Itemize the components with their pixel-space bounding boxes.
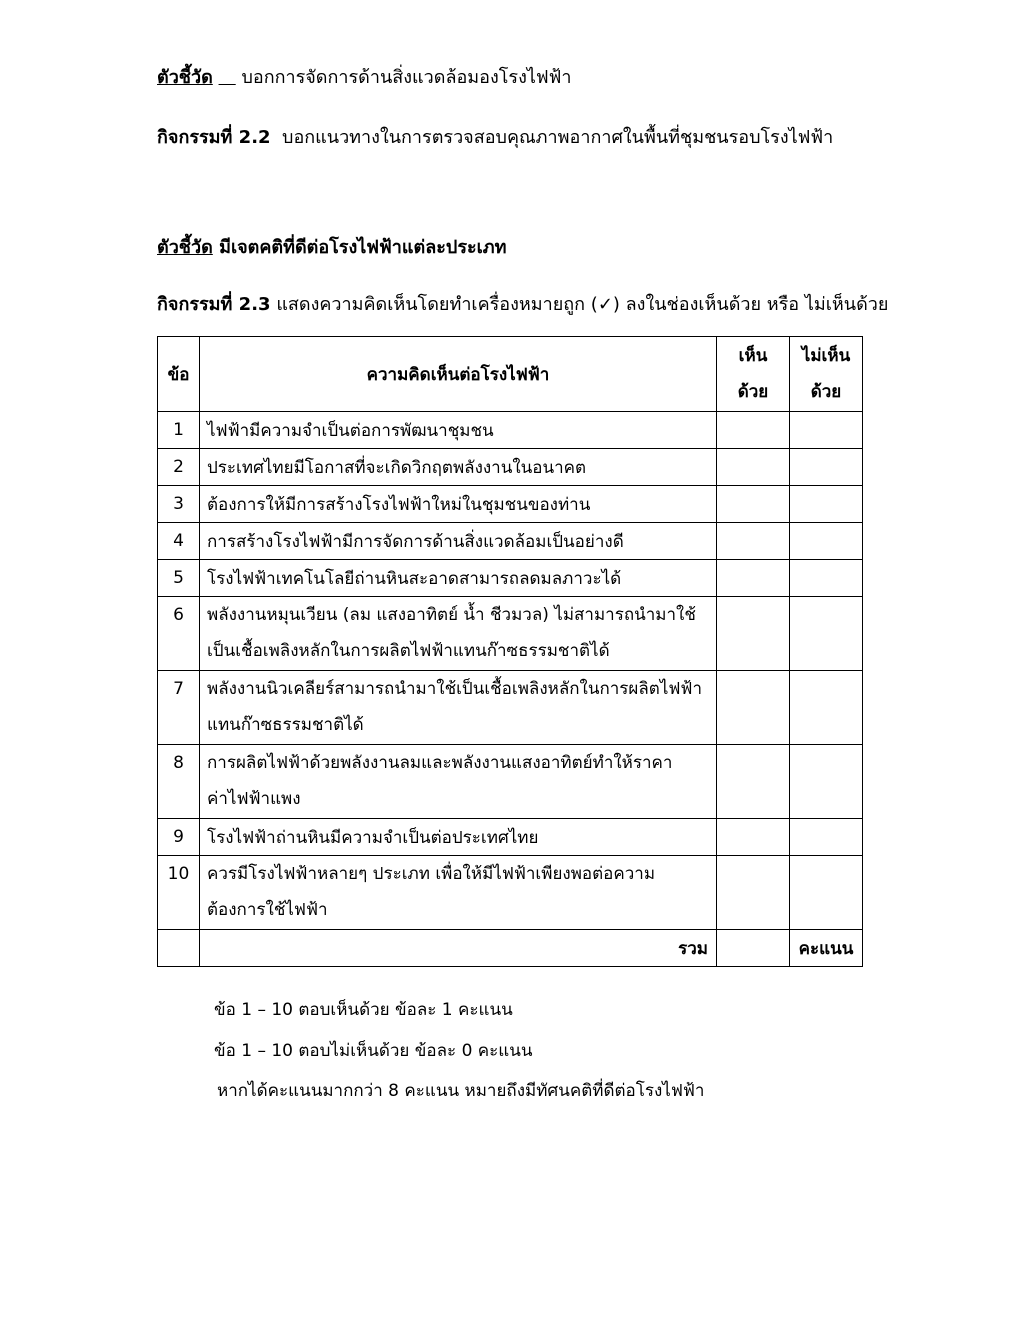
table-row: 7 พลังงานนิวเคลียร์สามารถนำมาใช้เป็นเชื้อเพลิงหลักในการผลิตไฟฟ้า แทนก๊าซธรรมชาติได้ [158, 671, 863, 745]
opinion-table [157, 336, 863, 967]
activity-2-3-line [157, 289, 888, 318]
statement: ควรมีโรงไฟฟ้าหลายๆ ประเภท เพื่อให้มีไฟฟ้าเพียงพอต่อความ ต้องการใช้ไฟฟ้า [200, 856, 717, 930]
table-header-row [158, 337, 863, 412]
statement: ต้องการให้มีการสร้างโรงไฟฟ้าใหม่ในชุมชนของท่าน [200, 486, 717, 523]
score-label: คะแนน [790, 930, 863, 967]
header-disagree: ไม่เห็น ด้วย [790, 337, 863, 412]
disagree-checkbox-cell[interactable] [790, 597, 863, 671]
table-row: 8 การผลิตไฟฟ้าด้วยพลังงานลมและพลังงานแสงอาทิตย์ทำให้ราคา ค่าไฟฟ้าแพง [158, 745, 863, 819]
agree-checkbox-cell[interactable] [717, 819, 790, 856]
table-row: 3 ต้องการให้มีการสร้างโรงไฟฟ้าใหม่ในชุมชนของท่าน [158, 486, 863, 523]
indicator-text: มีเจตคติที่ดีต่อโรงไฟฟ้าแต่ละประเภท [219, 237, 507, 258]
indicator-label: ตัวชี้วัด [157, 67, 213, 88]
disagree-checkbox-cell[interactable] [790, 523, 863, 560]
header-agree: เห็น ด้วย [717, 337, 790, 412]
disagree-checkbox-cell[interactable] [790, 449, 863, 486]
statement: พลังงานหมุนเวียน (ลม แสงอาทิตย์ น้ำ ชีวมวล) ไม่สามารถนำมาใช้ เป็นเชื้อเพลิงหลักในการผลิตไฟฟ้าแทนก๊าซธรรมชาติได้ [200, 597, 717, 671]
agree-checkbox-cell[interactable] [717, 745, 790, 819]
scoring-note: ข้อ 1 – 10 ตอบเห็นด้วย ข้อละ 1 คะแนน [214, 1000, 513, 1020]
header-no: ข้อ [158, 337, 200, 412]
scoring-note: ข้อ 1 – 10 ตอบไม่เห็นด้วย ข้อละ 0 คะแนน [214, 1041, 533, 1061]
agree-checkbox-cell[interactable] [717, 856, 790, 930]
disagree-checkbox-cell[interactable] [790, 560, 863, 597]
indicator-line-1 [157, 62, 572, 91]
disagree-checkbox-cell[interactable] [790, 856, 863, 930]
activity-text: แสดงความคิดเห็นโดยทำเครื่องหมายถูก (✓) ลงในช่องเห็นด้วย หรือ ไม่เห็นด้วย [276, 294, 889, 315]
activity-2-2-line [157, 122, 833, 151]
table-row: 1 ไฟฟ้ามีความจำเป็นต่อการพัฒนาชุมชน [158, 412, 863, 449]
disagree-checkbox-cell[interactable] [790, 412, 863, 449]
table-row: 5 โรงไฟฟ้าเทคโนโลยีถ่านหินสะอาดสามารถลดมลภาวะได้ [158, 560, 863, 597]
indicator-label: ตัวชี้วัด [157, 237, 213, 258]
disagree-checkbox-cell[interactable] [790, 671, 863, 745]
statement: ไฟฟ้ามีความจำเป็นต่อการพัฒนาชุมชน [200, 412, 717, 449]
activity-text: บอกแนวทางในการตรวจสอบคุณภาพอากาศในพื้นที่ชุมชนรอบโรงไฟฟ้า [282, 127, 834, 148]
agree-checkbox-cell[interactable] [717, 597, 790, 671]
statement: โรงไฟฟ้าถ่านหินมีความจำเป็นต่อประเทศไทย [200, 819, 717, 856]
statement: พลังงานนิวเคลียร์สามารถนำมาใช้เป็นเชื้อเพลิงหลักในการผลิตไฟฟ้า แทนก๊าซธรรมชาติได้ [200, 671, 717, 745]
header-opinion: ความคิดเห็นต่อโรงไฟฟ้า [200, 337, 717, 412]
agree-checkbox-cell[interactable] [717, 486, 790, 523]
scoring-note: หากได้คะแนนมากกว่า 8 คะแนน หมายถึงมีทัศนคติที่ดีต่อโรงไฟฟ้า [217, 1081, 705, 1101]
agree-checkbox-cell[interactable] [717, 412, 790, 449]
table-row: 9 โรงไฟฟ้าถ่านหินมีความจำเป็นต่อประเทศไทย [158, 819, 863, 856]
agree-checkbox-cell[interactable] [717, 523, 790, 560]
disagree-checkbox-cell[interactable] [790, 486, 863, 523]
table-total-row [158, 930, 863, 967]
statement: การผลิตไฟฟ้าด้วยพลังงานลมและพลังงานแสงอาทิตย์ทำให้ราคา ค่าไฟฟ้าแพง [200, 745, 717, 819]
total-label: รวม [200, 930, 717, 967]
activity-label: กิจกรรมที่ 2.2 [157, 127, 271, 148]
disagree-checkbox-cell[interactable] [790, 745, 863, 819]
total-value-cell[interactable] [717, 930, 790, 967]
agree-checkbox-cell[interactable] [717, 449, 790, 486]
table-row: 2 ประเทศไทยมีโอกาสที่จะเกิดวิกฤตพลังงานในอนาคต [158, 449, 863, 486]
table-row: 10 ควรมีโรงไฟฟ้าหลายๆ ประเภท เพื่อให้มีไฟฟ้าเพียงพอต่อความ ต้องการใช้ไฟฟ้า [158, 856, 863, 930]
disagree-checkbox-cell[interactable] [790, 819, 863, 856]
agree-checkbox-cell[interactable] [717, 560, 790, 597]
statement: การสร้างโรงไฟฟ้ามีการจัดการด้านสิ่งแวดล้อมเป็นอย่างดี [200, 523, 717, 560]
statement: โรงไฟฟ้าเทคโนโลยีถ่านหินสะอาดสามารถลดมลภาวะได้ [200, 560, 717, 597]
agree-checkbox-cell[interactable] [717, 671, 790, 745]
indicator-line-2 [157, 232, 507, 261]
table-row: 6 พลังงานหมุนเวียน (ลม แสงอาทิตย์ น้ำ ชีวมวล) ไม่สามารถนำมาใช้ เป็นเชื้อเพลิงหลักในการผลิตไฟฟ้าแทนก๊าซธรรมชาติได้ [158, 597, 863, 671]
indicator-text: บอกการจัดการด้านสิ่งแวดล้อมองโรงไฟฟ้า [241, 67, 572, 88]
statement: ประเทศไทยมีโอกาสที่จะเกิดวิกฤตพลังงานในอนาคต [200, 449, 717, 486]
table-row: 4 การสร้างโรงไฟฟ้ามีการจัดการด้านสิ่งแวดล้อมเป็นอย่างดี [158, 523, 863, 560]
activity-label: กิจกรรมที่ 2.3 [157, 294, 271, 315]
